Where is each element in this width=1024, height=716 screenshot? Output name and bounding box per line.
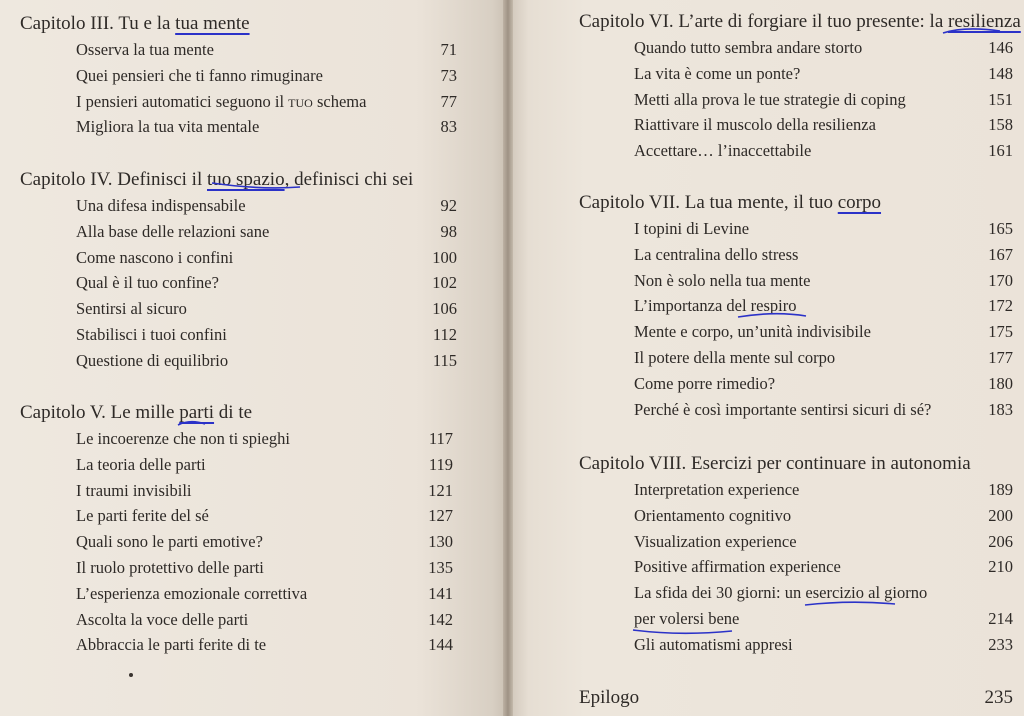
toc-entry: Metti alla prova le tue strategie di coping 151 [634,89,1013,109]
epilogue-page: 235 [984,687,1013,708]
toc-entry: Non è solo nella tua mente 170 [634,270,1013,290]
toc-entry: Quali sono le parti emotive? 130 [76,532,453,552]
toc-entry: Alla base delle relazioni sane 98 [76,221,457,241]
toc-entry: Orientamento cognitivo 200 [634,505,1013,525]
chapter-7-title: Capitolo VII. La tua mente, il tuo corpo [579,192,882,213]
chapter-7 [579,190,1013,422]
toc-entry: Sentirsi al sicuro 106 [76,299,457,319]
toc-entry: Positive affirmation experience 210 [634,557,1013,577]
chapter-6 [579,9,1021,164]
toc-entry: Qual è il tuo confine? 102 [76,273,457,293]
toc-entry: L’esperienza emozionale correttiva 141 [76,583,453,603]
toc-entry: Gli automatismi appresi 233 [634,634,1013,654]
toc-entry: Perché è così importante sentirsi sicuri di sé? 183 [634,399,1013,419]
epilogue-label: Epilogo [579,687,640,708]
epilogue-entry [579,685,1013,711]
toc-entry: Osserva la tua mente 71 [76,40,457,59]
toc-entry: Il ruolo protettivo delle parti 135 [76,557,453,577]
toc-entry: Le parti ferite del sé 127 [76,506,453,526]
toc-entry: Mente e corpo, un’unità indivisibile 175 [634,322,1013,342]
toc-entry: Una difesa indispensabile 92 [76,196,457,215]
toc-entry: Stabilisci i tuoi confini 112 [76,324,457,344]
toc-entry: Visualization experience 206 [634,531,1013,551]
toc-entry: Abbraccia le parti ferite di te 144 [76,635,453,655]
toc-entry: Il potere della mente sul corpo 177 [634,347,1013,367]
toc-entry: La sfida dei 30 giorni: un esercizio al giorno [634,583,928,603]
chapter-5 [20,400,453,658]
chapter-4 [20,167,457,374]
toc-entry: Quando tutto sembra andare storto 146 [634,38,1013,57]
toc-entry: La centralina dello stress 167 [634,244,1013,264]
toc-entry: Questione di equilibrio 115 [76,350,457,370]
toc-entry: I traumi invisibili 121 [76,480,453,500]
ink-dot [129,673,133,677]
toc-entry: L’importanza del respiro 172 [634,296,1013,316]
chapter-4-title: Capitolo IV. Definisci il tuo spazio, definisci chi sei [20,169,414,190]
toc-entry: Accettare… l’inaccettabile 161 [634,141,1013,161]
toc-entry: Riattivare il muscolo della resilienza 158 [634,115,1013,135]
toc-entry: I pensieri automatici seguono il tuo schema 77 [76,91,457,111]
toc-entry: Come porre rimedio? 180 [634,373,1013,393]
toc-entry: Le incoerenze che non ti spieghi 117 [76,429,453,448]
toc-entry: Ascolta la voce delle parti 142 [76,609,453,629]
chapter-3 [20,11,457,140]
chapter-8 [579,451,1013,658]
toc-entry: I topini di Levine 165 [634,219,1013,238]
toc-entry: La teoria delle parti 119 [76,454,453,474]
chapter-8-title: Capitolo VIII. Esercizi per continuare in autonomia [579,453,971,474]
chapter-5-title: Capitolo V. Le mille parti di te [20,402,253,423]
toc-entry: per volersi bene 214 [634,608,1013,628]
toc-entry: La vita è come un ponte? 148 [634,63,1013,83]
toc-entry: Interpretation experience 189 [634,480,1013,499]
toc-entry: Migliora la tua vita mentale 83 [76,117,457,137]
chapter-6-title: Capitolo VI. L’arte di forgiare il tuo presente: la resilienza [579,11,1021,32]
toc-entry: Come nascono i confini 100 [76,247,457,267]
book-gutter [503,0,513,716]
toc-entry: Quei pensieri che ti fanno rimuginare 73 [76,65,457,85]
chapter-3-title: Capitolo III. Tu e la tua mente [20,13,250,34]
